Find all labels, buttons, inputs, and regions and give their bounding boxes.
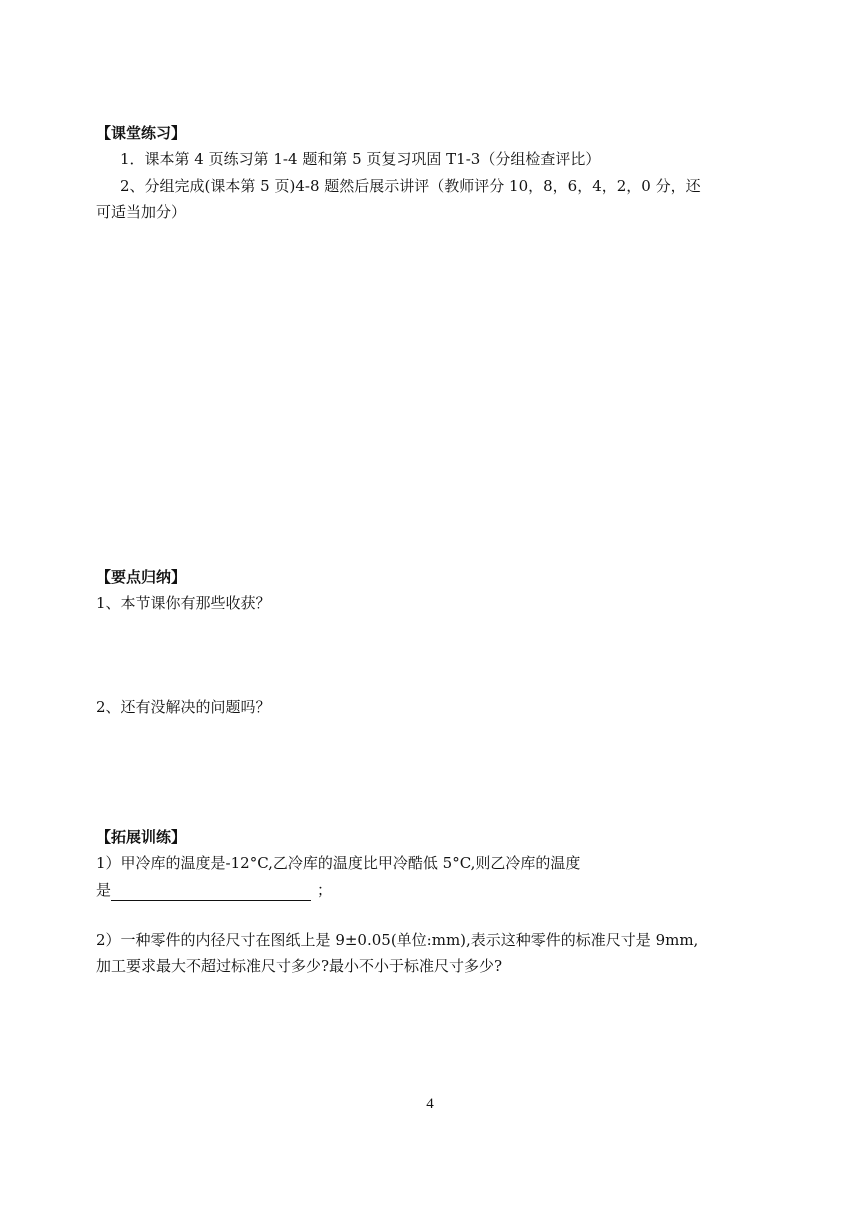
extension-question-2-line-1: 2）一种零件的内径尺寸在图纸上是 9±0.05(单位:mm),表示这种零件的标准尺寸是 9mm, [96, 931, 699, 949]
extension-question-1-line-1: 1）甲冷库的温度是-12°C,乙冷库的温度比甲冷酷低 5°C,则乙冷库的温度 [96, 854, 581, 872]
page-number: 4 [426, 1096, 434, 1112]
classroom-practice-item-2-line-1: 2、分组完成(课本第 5 页)4-8 题然后展示讲评（教师评分 10，8，6，4，2，0 分，还 [120, 177, 701, 195]
classroom-practice-item-1: 1．课本第 4 页练习第 1-4 题和第 5 页复习巩固 T1-3（分组检查评比） [120, 150, 601, 168]
key-points-heading: 【要点归纳】 [96, 568, 187, 586]
extension-question-1-suffix: ； [317, 881, 333, 899]
key-points-question-2: 2、还有没解决的问题吗？ [96, 698, 271, 716]
extension-question-1-prefix: 是 [96, 881, 112, 899]
key-points-question-1: 1、本节课你有那些收获？ [96, 594, 271, 612]
classroom-practice-heading: 【课堂练习】 [96, 124, 187, 142]
answer-blank[interactable] [111, 884, 311, 901]
extension-question-2-line-2: 加工要求最大不超过标准尺寸多少?最小不小于标准尺寸多少? [96, 957, 503, 975]
extension-heading: 【拓展训练】 [96, 828, 187, 846]
extension-question-1-line-2 [96, 879, 332, 901]
classroom-practice-item-2-line-2: 可适当加分） [96, 203, 187, 221]
